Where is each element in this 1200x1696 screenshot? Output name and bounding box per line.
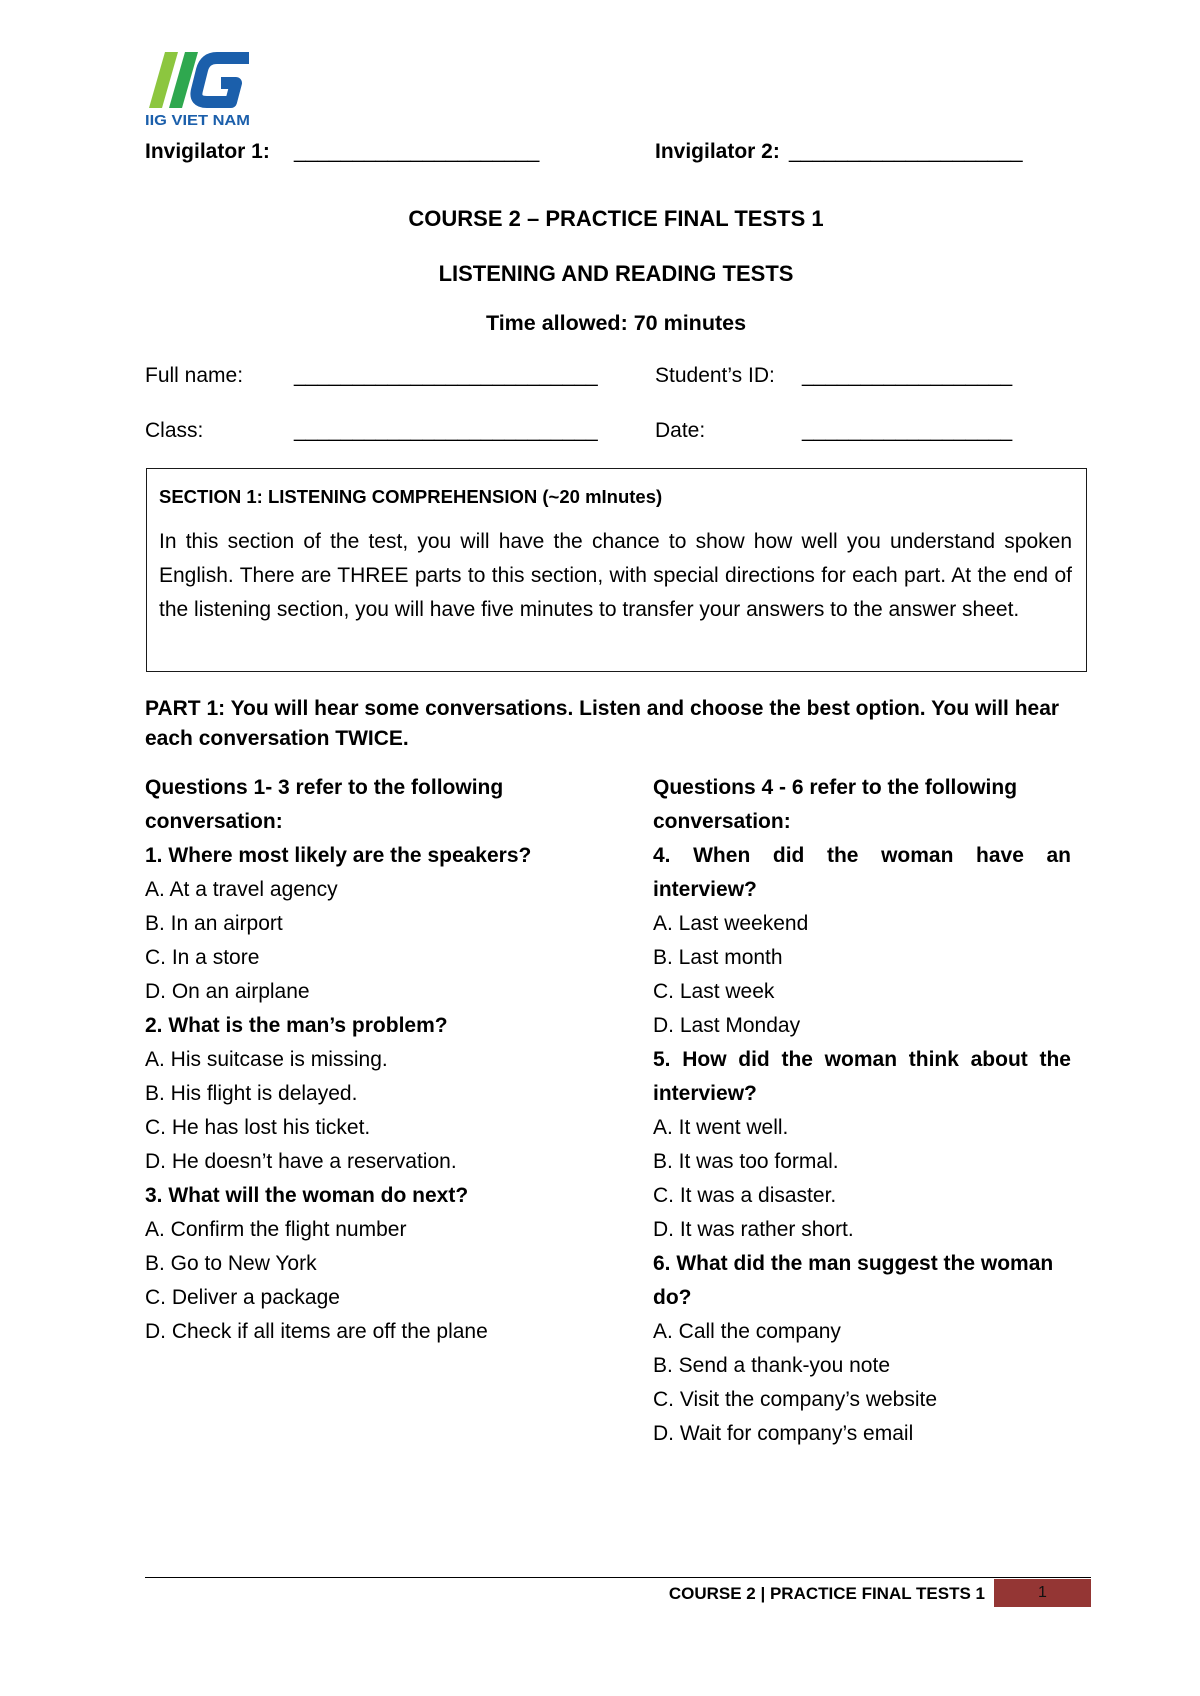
class-label: Class: bbox=[145, 419, 204, 442]
time-allowed: Time allowed: 70 minutes bbox=[485, 311, 747, 335]
invigilator-2-blank: ____________________ bbox=[789, 140, 1023, 163]
class-blank: __________________________ bbox=[294, 419, 598, 442]
footer-text: COURSE 2 | PRACTICE FINAL TESTS 1 bbox=[668, 1584, 985, 1603]
invigilator-1-blank: _____________________ bbox=[294, 140, 540, 163]
invigilator-2-label: Invigilator 2: bbox=[655, 140, 780, 163]
question-3-option-c: C. Deliver a package bbox=[145, 1286, 340, 1309]
full-name-label: Full name: bbox=[145, 364, 244, 387]
part-1-instructions: PART 1: You will hear some conversations. Listen and choose the best option. You will hear each conversation TWICE. bbox=[145, 697, 1060, 750]
question-3: 3. What will the woman do next? bbox=[145, 1184, 469, 1207]
question-group-2-intro: Questions 4 - 6 refer to the following conversation: bbox=[653, 776, 1018, 833]
logo-g-mark bbox=[196, 58, 249, 102]
question-5-option-d: D. It was rather short. bbox=[653, 1218, 854, 1241]
question-6-option-d: D. Wait for company’s email bbox=[653, 1422, 914, 1445]
question-2-option-b: B. His flight is delayed. bbox=[145, 1082, 358, 1105]
question-5: 5. How did the woman think about the interview? bbox=[653, 1048, 1071, 1105]
question-1-option-b: B. In an airport bbox=[145, 912, 283, 935]
question-3-option-a: A. Confirm the flight number bbox=[145, 1218, 407, 1241]
question-5-option-c: C. It was a disaster. bbox=[653, 1184, 837, 1207]
question-6: 6. What did the man suggest the woman do? bbox=[653, 1252, 1054, 1309]
student-id-label: Student’s ID: bbox=[655, 364, 775, 387]
question-3-option-b: B. Go to New York bbox=[145, 1252, 317, 1275]
question-4-option-b: B. Last month bbox=[653, 946, 783, 969]
question-5-option-a: A. It went well. bbox=[653, 1116, 789, 1139]
course-title: COURSE 2 – PRACTICE FINAL TESTS 1 bbox=[408, 206, 824, 231]
iig-logo bbox=[145, 50, 255, 128]
date-label: Date: bbox=[655, 419, 706, 442]
question-2-option-a: A. His suitcase is missing. bbox=[145, 1048, 388, 1071]
question-2: 2. What is the man’s problem? bbox=[145, 1014, 448, 1037]
question-4-option-a: A. Last weekend bbox=[653, 912, 809, 935]
page-number-box bbox=[994, 1579, 1091, 1607]
test-title: LISTENING AND READING TESTS bbox=[438, 261, 794, 286]
question-6-option-c: C. Visit the company’s website bbox=[653, 1388, 938, 1411]
section-1-instructions: In this section of the test, you will have the chance to show how well you understand spoken English. There are THREE parts to this section, with special directions for each part. At the end of the listening section, you will have five minutes to transfer your answers to the answer sheet. bbox=[159, 530, 1072, 621]
page-number: 1 bbox=[1038, 1584, 1047, 1601]
question-1-option-d: D. On an airplane bbox=[145, 980, 310, 1003]
section-1-box bbox=[146, 468, 1087, 672]
question-2-option-d: D. He doesn’t have a reservation. bbox=[145, 1150, 457, 1173]
question-2-option-c: C. He has lost his ticket. bbox=[145, 1116, 371, 1139]
invigilator-1-label: Invigilator 1: bbox=[145, 140, 270, 163]
question-group-1-intro: Questions 1- 3 refer to the following conversation: bbox=[145, 776, 504, 833]
section-1-heading: SECTION 1: LISTENING COMPREHENSION (~20 mInutes) bbox=[159, 486, 663, 507]
student-id-blank: __________________ bbox=[802, 364, 1013, 387]
question-1: 1. Where most likely are the speakers? bbox=[145, 844, 532, 867]
question-6-option-b: B. Send a thank-you note bbox=[653, 1354, 890, 1377]
question-5-option-b: B. It was too formal. bbox=[653, 1150, 839, 1173]
question-group-1 bbox=[145, 771, 585, 1349]
logo-text: IIG VIET NAM bbox=[145, 112, 250, 128]
question-1-option-c: C. In a store bbox=[145, 946, 260, 969]
full-name-blank: __________________________ bbox=[294, 364, 598, 387]
question-4-option-d: D. Last Monday bbox=[653, 1014, 801, 1037]
question-1-option-a: A. At a travel agency bbox=[145, 878, 338, 901]
question-4: 4. When did the woman have an interview? bbox=[653, 844, 1071, 901]
question-4-option-c: C. Last week bbox=[653, 980, 775, 1003]
date-blank: __________________ bbox=[802, 419, 1013, 442]
question-group-2 bbox=[653, 771, 1071, 1451]
question-3-option-d: D. Check if all items are off the plane bbox=[145, 1320, 488, 1343]
footer-rule bbox=[145, 1577, 1091, 1578]
question-6-option-a: A. Call the company bbox=[653, 1320, 841, 1343]
